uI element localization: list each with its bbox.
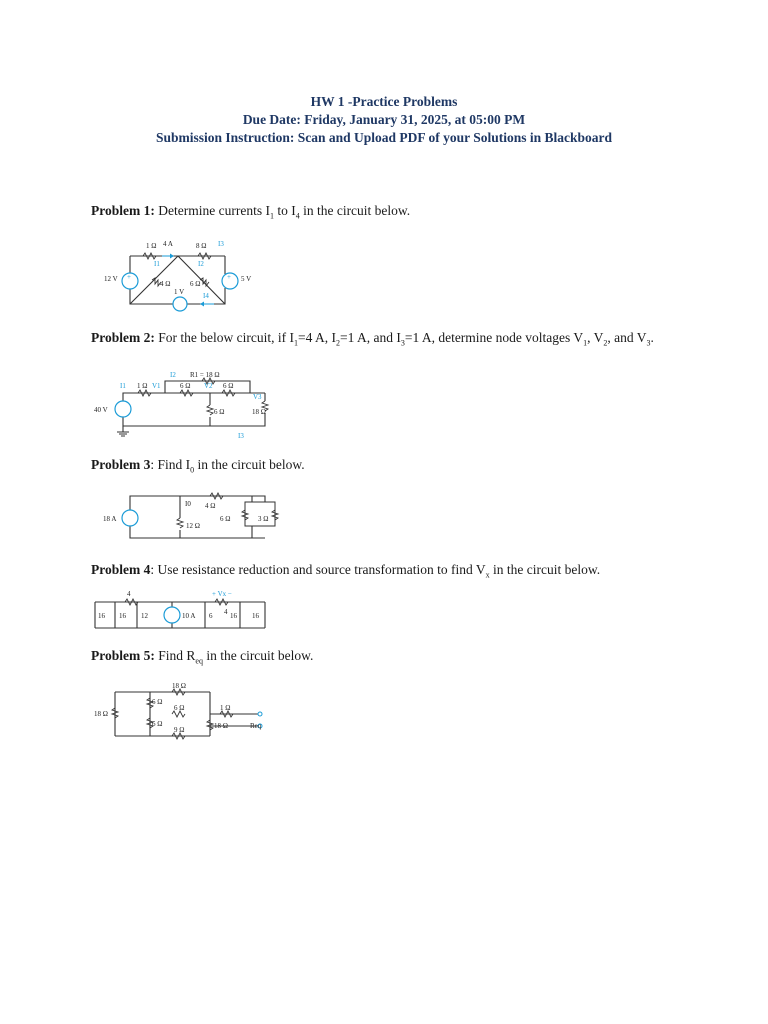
label-6ohm-a: 6 Ω <box>152 698 163 706</box>
circuit-figure-1 <box>90 236 260 316</box>
label-r1-18ohm: R1 = 18 Ω <box>190 371 220 379</box>
label-16-c: 16 <box>230 612 237 620</box>
subscript: 3 <box>646 338 651 348</box>
problem-text: , and V <box>607 330 647 345</box>
problem-text: Determine currents I <box>154 203 270 218</box>
label-4-a: 4 <box>127 590 131 598</box>
problem-text: =4 A, I <box>297 330 336 345</box>
label-req: Req <box>250 722 262 730</box>
label-16-b: 16 <box>119 612 126 620</box>
problem-text: in the circuit below. <box>202 648 314 663</box>
circuit-figure-4 <box>90 590 270 632</box>
label-8ohm: 8 Ω <box>196 242 207 250</box>
problem-4-text <box>91 562 600 580</box>
subscript: eq <box>195 656 203 666</box>
label-12: 12 <box>141 612 148 620</box>
label-4ohm: 4 Ω <box>205 502 216 510</box>
label-18ohm-right: 18 Ω <box>214 722 228 730</box>
label-4-b: 4 <box>224 608 228 616</box>
label-18ohm: 18 Ω <box>252 408 266 416</box>
subscript: x <box>485 570 490 580</box>
problem-1-text <box>91 203 410 221</box>
problem-text: : Find I <box>150 457 191 472</box>
label-40v: 40 V <box>94 406 108 414</box>
problem-2-text <box>91 330 654 348</box>
label-18a: 18 A <box>103 515 117 523</box>
label-i1: I1 <box>154 260 160 268</box>
label-16-d: 16 <box>252 612 259 620</box>
circuit-figure-3 <box>90 490 280 545</box>
label-18ohm-top: 18 Ω <box>172 682 186 690</box>
label-1v: 1 V <box>174 288 185 296</box>
label-vx: + Vx − <box>212 590 232 598</box>
problem-5-label: Problem 5: <box>91 648 155 663</box>
label-i3: I3 <box>238 432 244 440</box>
label-1ohm: 1 Ω <box>220 704 231 712</box>
problem-3-label: Problem 3 <box>91 457 151 472</box>
label-i1: I1 <box>120 382 126 390</box>
label-4ohm: 4 Ω <box>160 280 171 288</box>
label-3ohm: 3 Ω <box>258 515 269 523</box>
label-6ohm-b: 6 Ω <box>174 704 185 712</box>
circuit-figure-2 <box>90 368 270 443</box>
label-5v: 5 V <box>241 275 252 283</box>
label-12ohm: 12 Ω <box>186 522 200 530</box>
label-v2: V2 <box>204 382 213 390</box>
label-18ohm-left: 18 Ω <box>94 710 108 718</box>
label-6ohm: 6 Ω <box>190 280 201 288</box>
problem-text: in the circuit below. <box>489 562 601 577</box>
problem-text: , V <box>587 330 604 345</box>
due-date: Due Date: Friday, January 31, 2025, at 05:00 PM <box>242 112 526 127</box>
label-10a: 10 A <box>182 612 196 620</box>
problem-text: to I <box>273 203 296 218</box>
subscript: 2 <box>603 338 608 348</box>
label-i0: I0 <box>185 500 191 508</box>
label-6: 6 <box>209 612 213 620</box>
label-9ohm: 9 Ω <box>174 726 185 734</box>
problem-text: in the circuit below. <box>194 457 305 472</box>
subscript: 1 <box>293 338 298 348</box>
problem-text: : Use resistance reduction and source transformation to find V <box>150 562 486 577</box>
problem-text: . <box>650 330 654 345</box>
label-4a: 4 A <box>163 240 173 248</box>
label-6ohm-c: 6 Ω <box>214 408 225 416</box>
problem-text: in the circuit below. <box>299 203 411 218</box>
problem-3-text <box>91 457 305 475</box>
problem-2-label: Problem 2: <box>91 330 155 345</box>
submission-instruction: Submission Instruction: Scan and Upload PDF of your Solutions in Blackboard <box>155 130 613 145</box>
page-title: HW 1 -Practice Problems <box>310 94 458 109</box>
problem-text: =1 A, and I <box>339 330 401 345</box>
problem-text: =1 A, determine node voltages V <box>404 330 584 345</box>
label-i2: I2 <box>198 260 204 268</box>
subscript: 2 <box>335 338 340 348</box>
problem-1-label: Problem 1: <box>91 203 155 218</box>
label-i4: I4 <box>203 292 209 300</box>
subscript: 1 <box>583 338 588 348</box>
plus-sign: + <box>227 273 231 281</box>
label-16-a: 16 <box>98 612 105 620</box>
label-6ohm-b: 6 Ω <box>223 382 234 390</box>
label-i2: I2 <box>170 371 176 379</box>
label-6ohm-a: 6 Ω <box>180 382 191 390</box>
label-6ohm: 6 Ω <box>220 515 231 523</box>
label-v3: V3 <box>253 393 262 401</box>
label-12v: 12 V <box>104 275 118 283</box>
problem-4-label: Problem 4 <box>91 562 151 577</box>
subscript: 4 <box>295 211 300 221</box>
problem-text: Find R <box>154 648 196 663</box>
label-v1: V1 <box>152 382 161 390</box>
circuit-figure-5 <box>90 680 270 742</box>
label-1ohm: 1 Ω <box>137 382 148 390</box>
subscript: 1 <box>269 211 274 221</box>
subscript: 0 <box>190 465 195 475</box>
problem-text: For the below circuit, if I <box>154 330 294 345</box>
label-6ohm-c: 6 Ω <box>152 720 163 728</box>
problem-5-text <box>91 648 313 666</box>
label-i3: I3 <box>218 240 224 248</box>
label-1ohm: 1 Ω <box>146 242 157 250</box>
document-header <box>0 93 768 147</box>
subscript: 3 <box>400 338 405 348</box>
plus-sign: + <box>127 273 131 281</box>
